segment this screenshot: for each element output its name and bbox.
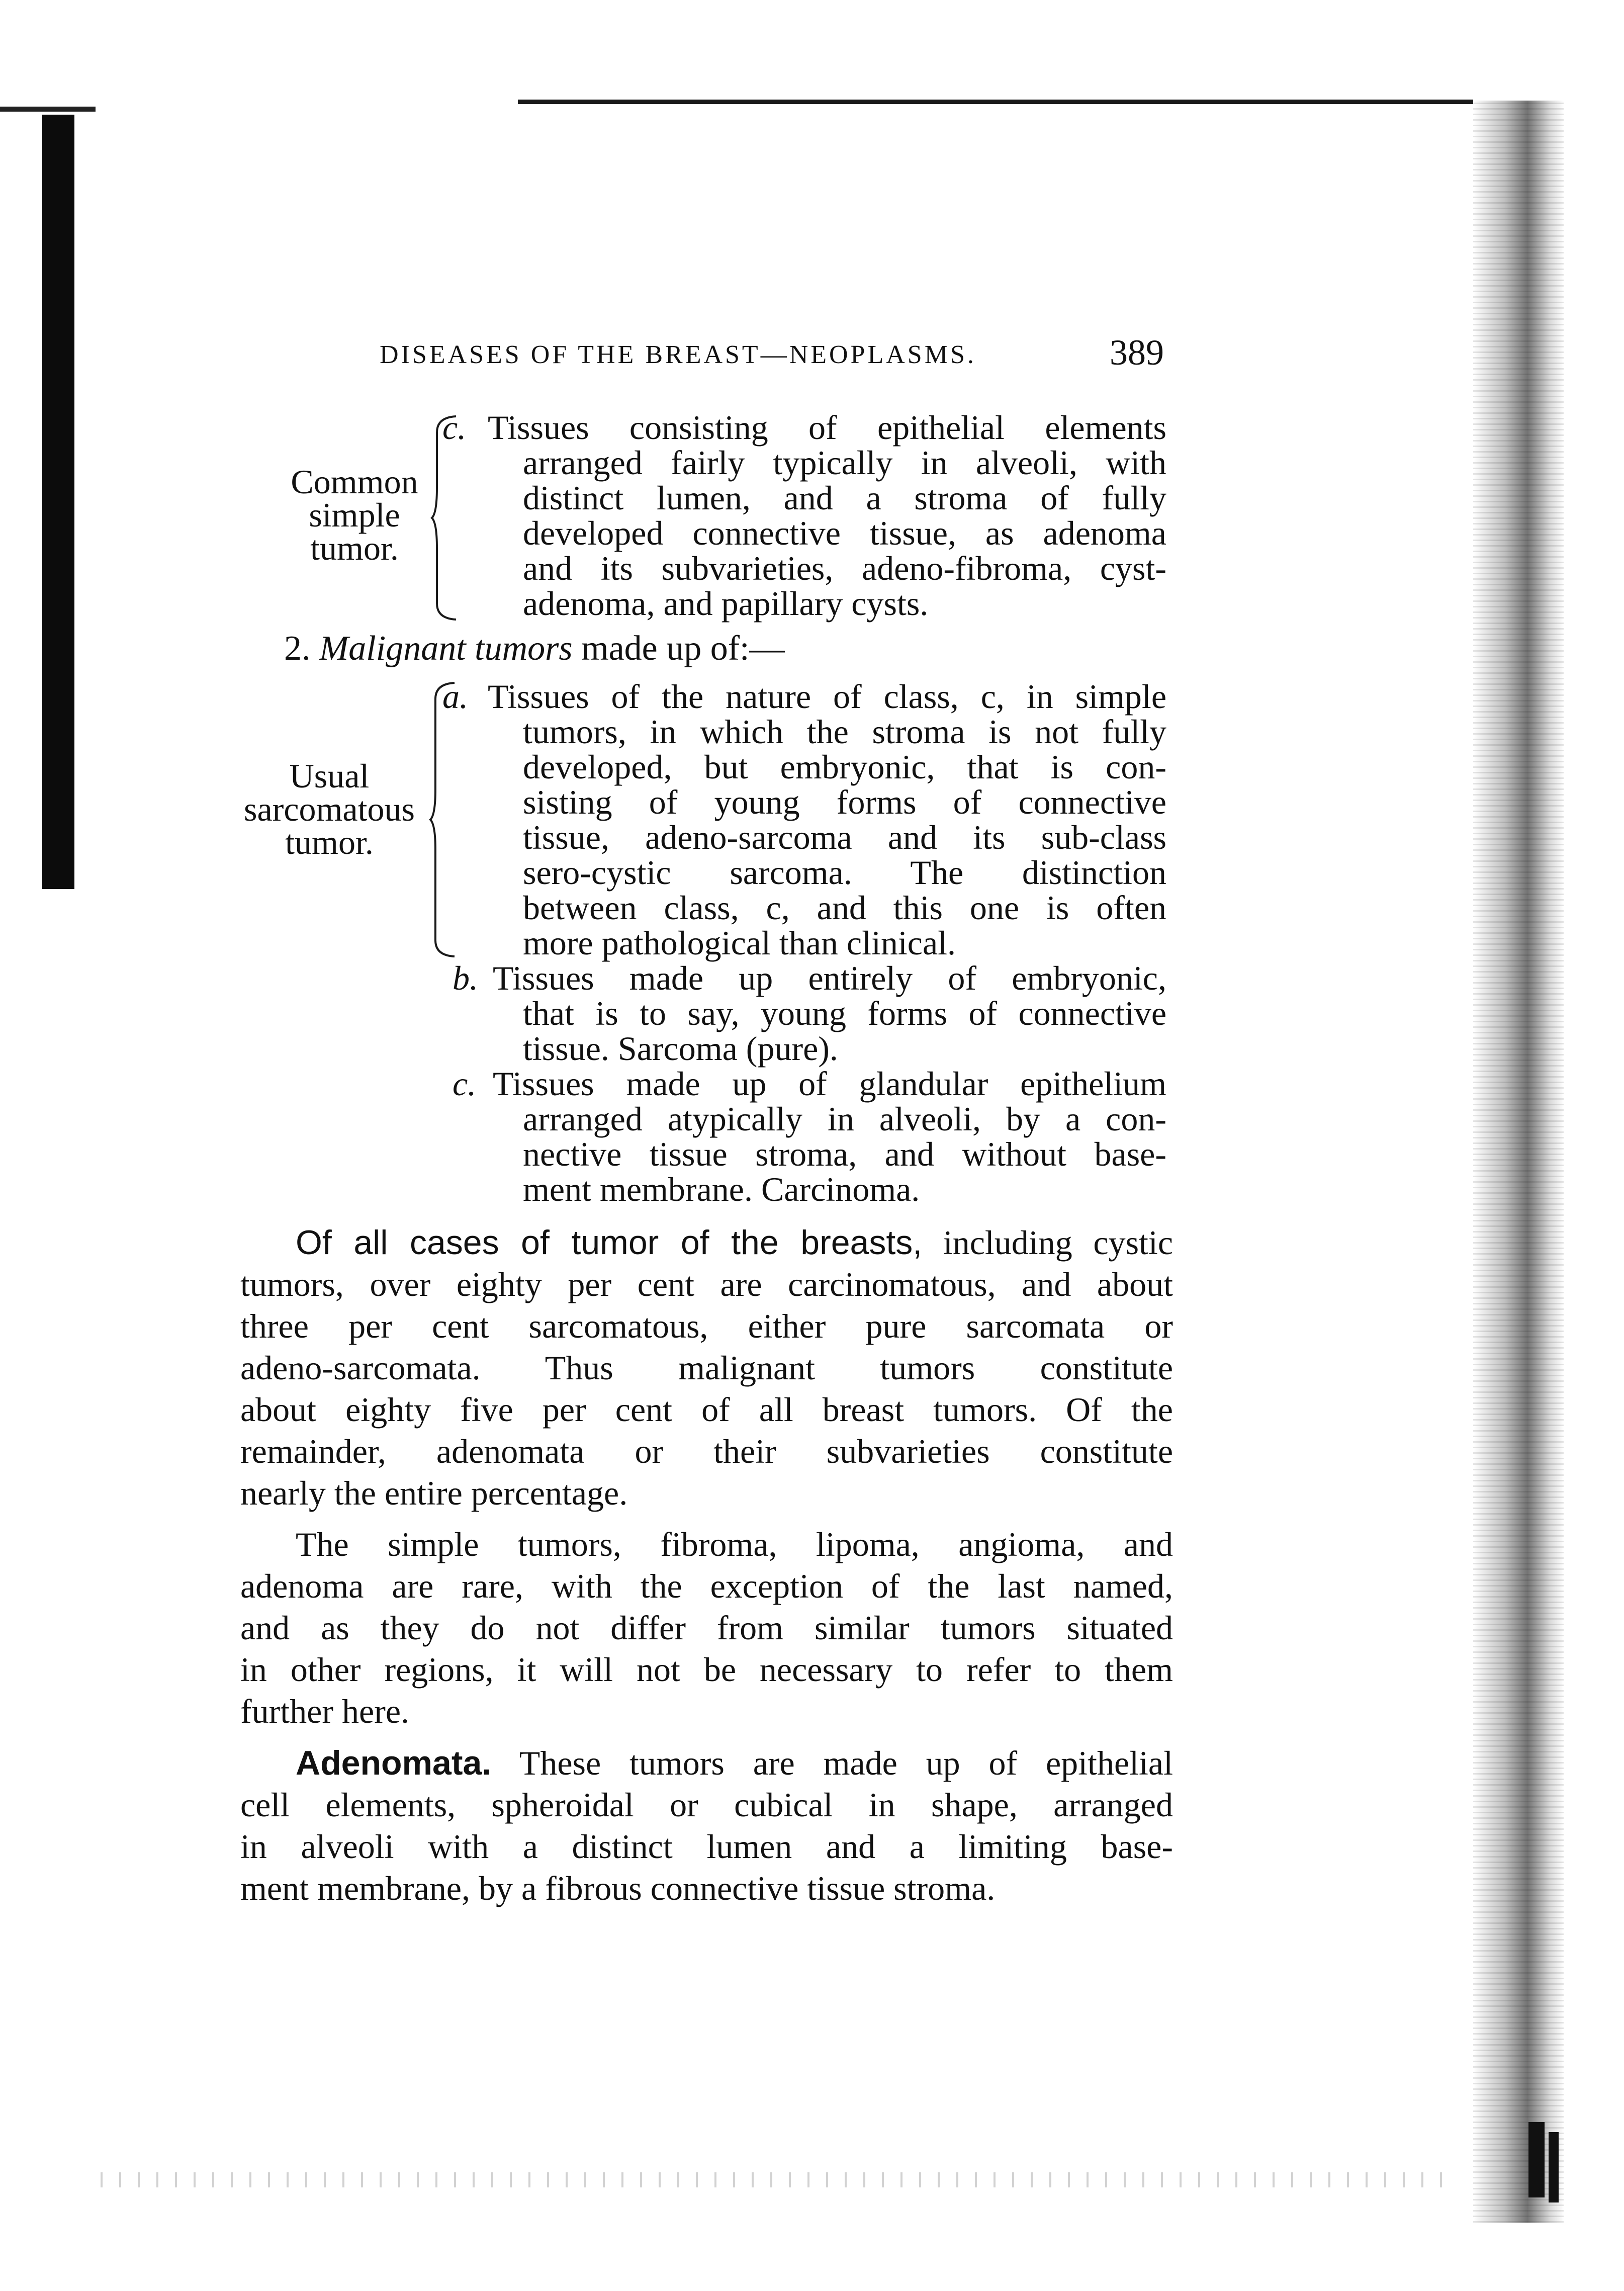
scan-page-edge-noise xyxy=(1473,101,1564,2223)
scan-top-rule xyxy=(518,100,1473,104)
scan-edge-mark xyxy=(0,107,96,112)
page-number: 389 xyxy=(1110,332,1164,373)
paragraph-adenomata: Adenomata. These tumors are made up of epithelial cell elements, spheroidal or cubical in shape, arranged in alveoli with a distinct lumen and a limiting base- ment membrane, by a fibrous connective tissue stroma. xyxy=(240,1744,1173,1907)
running-header xyxy=(380,332,1164,376)
scan-edge-block xyxy=(1549,2132,1559,2202)
scan-bottom-specks xyxy=(101,2172,1458,2187)
paragraph-simple-tumors: The simple tumors, fibroma, lipoma, angioma, and adenoma are rare, with the exception of the last named, and as they do not differ from similar tumors situated in other regions, it will not be necessary to refer to them further here. xyxy=(240,1525,1173,1730)
paragraph-tumor-statistics: Of all cases of tumor of the breasts, including cystic tumors, over eighty per cent are carcinomatous, and about three per cent sarcomatous, either pure sarcomata or adeno-sarcomata. Thus malignant tumors constitute about eighty five per cent of all breast tumors. Of the remainder, adenomata or their subvarieties constitute nearly the entire percentage. xyxy=(240,1223,1173,1512)
scan-edge-block xyxy=(1528,2122,1545,2197)
side-label-common-simple-tumor: Common simple tumor. xyxy=(291,463,418,567)
run-in-heading-adenomata: Adenomata. xyxy=(296,1744,492,1782)
left-brace-usual xyxy=(428,679,459,960)
running-header-title: DISEASES OF THE BREAST—NEOPLASMS. xyxy=(380,340,976,369)
section-heading-malignant: 2. Malignant tumors made up of:— xyxy=(284,629,785,668)
scan-binding-shadow xyxy=(42,115,74,889)
side-label-usual-sarcomatous-tumor: Usual sarcomatous tumor. xyxy=(244,757,415,861)
